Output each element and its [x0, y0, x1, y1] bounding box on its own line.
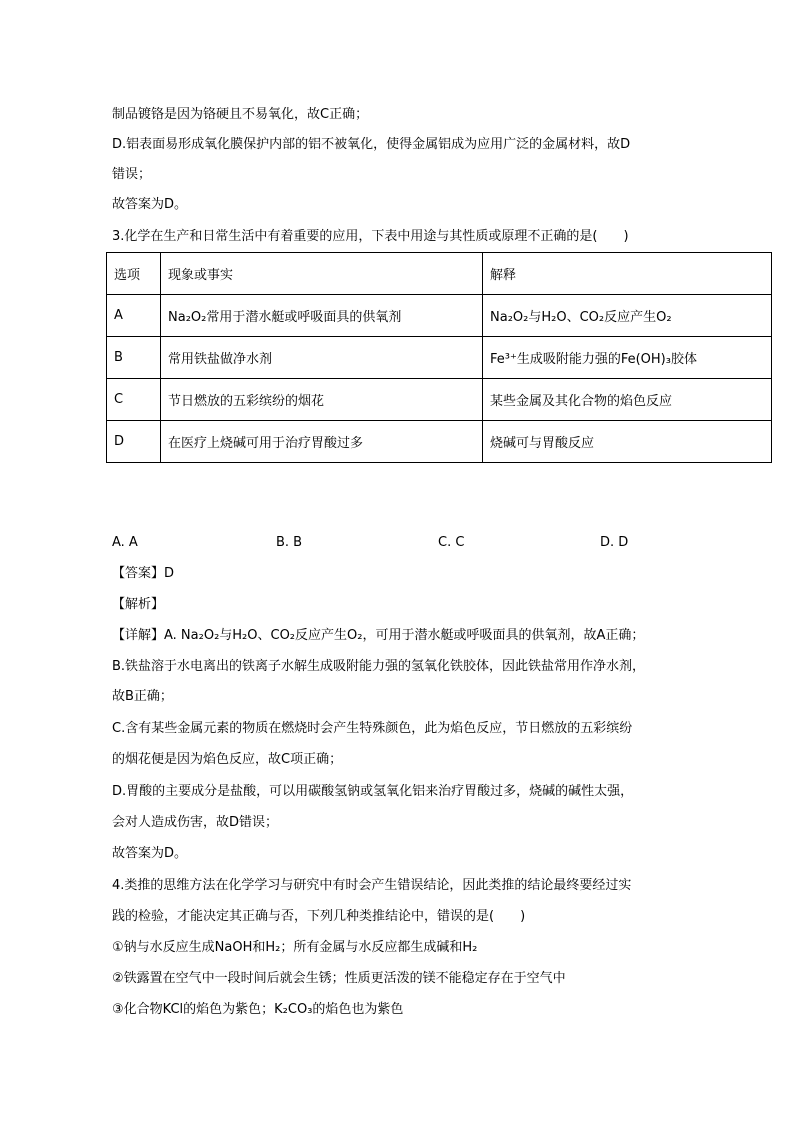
option-b[interactable]: B. B — [276, 535, 303, 550]
option-d[interactable]: D. D — [600, 535, 629, 550]
q4-item-1: ①钠与水反应生成NaOH和H₂；所有金属与水反应都生成碱和H₂ — [112, 940, 478, 955]
row-reason: Fe³⁺生成吸附能力强的Fe(OH)₃胶体 — [483, 337, 772, 379]
analysis-label: 【解析】 — [112, 597, 165, 612]
header-reason: 解释 — [483, 253, 772, 295]
q4-stem-2: 践的检验，才能决定其正确与否，下列几种类推结论中，错误的是( ) — [112, 909, 526, 924]
row-fact: Na₂O₂常用于潜水艇或呼吸面具的供氧剂 — [161, 295, 483, 337]
conclusion: 故答案为D。 — [112, 846, 188, 861]
table-header-row — [107, 253, 772, 295]
row-reason: Na₂O₂与H₂O、CO₂反应产生O₂ — [483, 295, 772, 337]
row-reason: 烧碱可与胃酸反应 — [483, 421, 772, 463]
option-a[interactable]: A. A — [112, 535, 138, 550]
row-fact: 节日燃放的五彩缤纷的烟花 — [161, 379, 483, 421]
option-c[interactable]: C. C — [438, 535, 465, 550]
row-fact: 在医疗上烧碱可用于治疗胃酸过多 — [161, 421, 483, 463]
header-option: 选项 — [107, 253, 161, 295]
row-reason: 某些金属及其化合物的焰色反应 — [483, 379, 772, 421]
q4-stem-1: 4.类推的思维方法在化学学习与研究中有时会产生错误结论，因此类推的结论最终要经过实 — [112, 878, 632, 893]
table-row — [107, 421, 772, 463]
detail-b-1: B.铁盐溶于水电离出的铁离子水解生成吸附能力强的氢氧化铁胶体，因此铁盐常用作净水剂， — [112, 659, 646, 674]
prev-line-3: 错误； — [112, 167, 152, 182]
row-option: D — [107, 421, 161, 463]
row-fact: 常用铁盐做净水剂 — [161, 337, 483, 379]
q3-table — [106, 252, 772, 463]
prev-line-2: D.铝表面易形成氧化膜保护内部的铝不被氧化，使得金属铝成为应用广泛的金属材料，故D — [112, 137, 631, 152]
detail-c-1: C.含有某些金属元素的物质在燃烧时会产生特殊颜色，此为焰色反应，节日燃放的五彩缤纷 — [112, 721, 633, 736]
detail-a: 【详解】A. Na₂O₂与H₂O、CO₂反应产生O₂，可用于潜水艇或呼吸面具的供氧剂，故A正确； — [112, 628, 645, 643]
header-fact: 现象或事实 — [161, 253, 483, 295]
table-row — [107, 295, 772, 337]
row-option: B — [107, 337, 161, 379]
prev-line-1: 制品镀铬是因为铬硬且不易氧化，故C正确； — [112, 107, 369, 122]
detail-b-2: 故B正确； — [112, 689, 173, 704]
q4-item-2: ②铁露置在空气中一段时间后就会生锈；性质更活泼的镁不能稳定存在于空气中 — [112, 971, 566, 986]
row-option: A — [107, 295, 161, 337]
detail-c-2: 的烟花便是因为焰色反应，故C项正确； — [112, 752, 343, 767]
answer: 【答案】D — [112, 566, 175, 581]
detail-d-2: 会对人造成伤害，故D错误； — [112, 815, 279, 830]
table-row — [107, 379, 772, 421]
detail-d-1: D.胃酸的主要成分是盐酸，可以用碳酸氢钠或氢氧化铝来治疗胃酸过多，烧碱的碱性太强， — [112, 784, 634, 799]
q4-item-3: ③化合物KCl的焰色为紫色；K₂CO₃的焰色也为紫色 — [112, 1002, 404, 1017]
prev-line-4: 故答案为D。 — [112, 197, 188, 212]
q3-stem: 3.化学在生产和日常生活中有着重要的应用，下表中用途与其性质或原理不正确的是( ) — [112, 229, 629, 244]
row-option: C — [107, 379, 161, 421]
table-row — [107, 337, 772, 379]
